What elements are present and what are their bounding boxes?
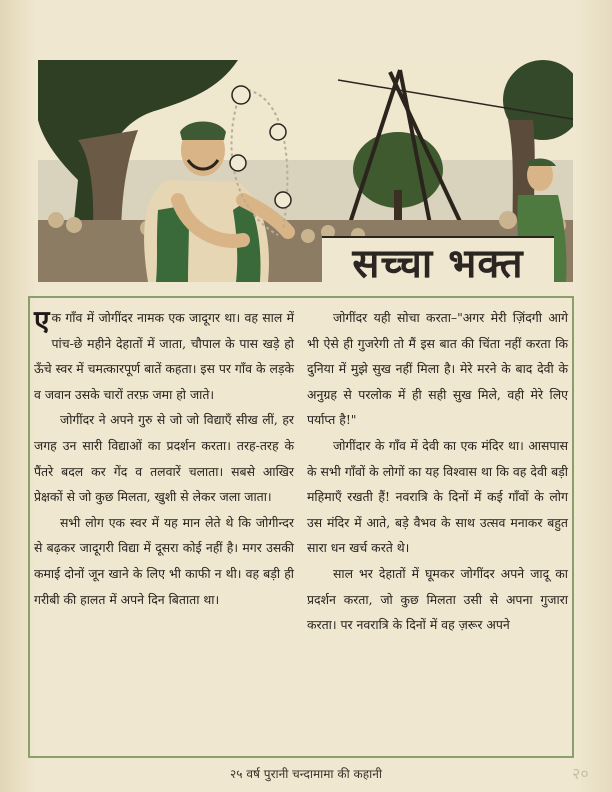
story-title: सच्चा भक्त <box>352 241 524 287</box>
left-column <box>34 305 294 612</box>
footer-caption: २५ वर्ष पुरानी चन्दामामा की कहानी <box>230 767 382 781</box>
left-paragraph-3: सभी लोग एक स्वर में यह मान लेते थे कि जोगीन्दर से बढ़कर जादूगरी विद्या में दूसरा कोई नहीं है। मगर उसकी कमाई दोनों जून खाने के लिए भी काफी न थी। वह बड़ी ही गरीबी की हालत में अपने दिन बिताता था। <box>34 514 294 607</box>
right-paragraph-2: जोगींदार के गाँव में देवी का एक मंदिर था। आसपास के सभी गाँवों के लोगों का यह विश्वास था कि वह देवी बड़ी महिमाएँ रखती हैं! नवरात्रि के दिनों में कई गाँवों के लोग उस मंदिर में आते, बड़े वैभव के साथ उत्सव मनाकर बहुत सारा धन खर्च करते थे। <box>307 437 568 556</box>
left-paragraph-1-text: क गाँव में जोगींदर नामक एक जादूगर था। वह साल में पांच-छे महीने देहातों में जाता, चौपाल के पास खड़े हो ऊँचे स्वर में चमत्कारपूर्ण बातें कहता। इस पर गाँव के लड़के व जवान उसके चारों तरफ़ जमा हो जाते। <box>34 310 294 402</box>
dropcap: ए <box>34 304 50 337</box>
left-paragraph-2: जोगींदर ने अपने गुरु से जो जो विद्याएँ सीख लीं, हर जगह उन सारी विद्याओं का प्रदर्शन करता। तरह-तरह के पैंतरे बदल कर गेंद व तलवारें चलाता। सबसे आखिर प्रेक्षकों से जो कुछ मिलता, खुशी से लेकर जला जाता। <box>34 412 294 505</box>
page-number: २० <box>572 764 589 783</box>
left-paragraph-1 <box>34 305 294 407</box>
right-paragraph-3: साल भर देहातों में घूमकर जोगींदर अपने जादू का प्रदर्शन करता, जो कुछ मिलता उसी से अपना गुजारा करता। पर नवरात्रि के दिनों में वह ज़रूर अपने <box>307 565 568 633</box>
right-paragraph-1: जोगींदर यही सोचा करता–"अगर मेरी ज़िंदगी आगे भी ऐसे ही गुजरेगी तो मैं इस बात की चिंता नहीं करता कि दुनिया में मुझे सुख नहीं मिला है। मेरे मरने के बाद देवी के अनुग्रह से परलोक में ही सही सुख मिले, वही मेरे लिए पर्याप्त है!" <box>307 310 568 428</box>
title-box <box>322 236 554 290</box>
right-column <box>307 305 568 638</box>
